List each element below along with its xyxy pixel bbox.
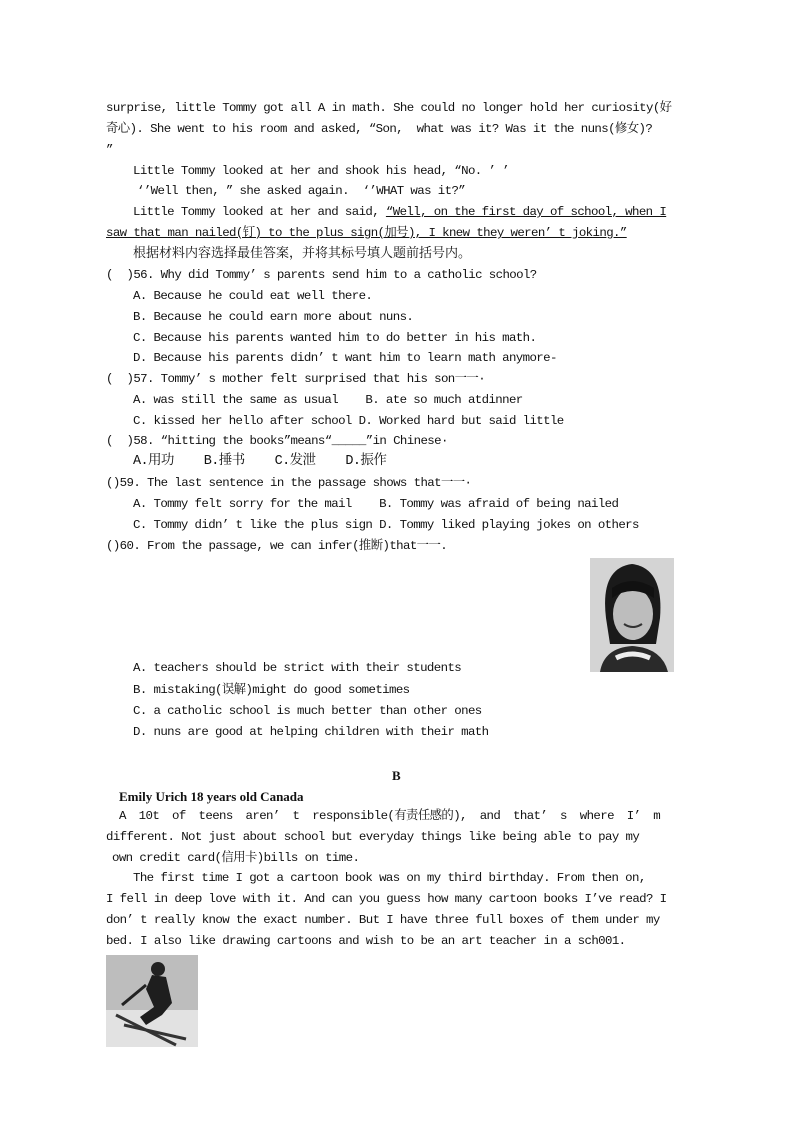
passage-line: ‘’Well then, ” she asked again. ‘’WHAT was it?” [137, 184, 466, 198]
option: C. a catholic school is much better than other ones [133, 704, 482, 718]
passage-line: 奇心). She went to his room and asked, “Son, what was it? Was it the nuns(修女)? [106, 122, 653, 136]
option: A. teachers should be strict with their students [133, 661, 462, 675]
passage-line: surprise, little Tommy got all A in math. She could no longer hold her curiosity(好 [106, 101, 672, 115]
underlined-sentence: saw that man nailed(钉) to the plus sign(加号), I knew they weren’ t joking.” [106, 226, 627, 240]
option: D. Because his parents didn’ t want him to learn math anymore- [133, 351, 557, 365]
question-57: ( )57. Tommy’ s mother felt surprised that his son一一· [106, 372, 486, 386]
instruction: 根据材料内容选择最佳答案，并将其标号填人题前括号内。 [133, 246, 472, 261]
option: A.用功 B.捶书 C.发泄 D.振作 [133, 454, 387, 469]
option: A. Because he could eat well there. [133, 289, 373, 303]
woman-photo [590, 558, 674, 672]
question-56: ( )56. Why did Tommy’ s parents send him to a catholic school? [106, 268, 537, 282]
option: B. Because he could earn more about nuns. [133, 310, 414, 324]
passage-line: bed. I also like drawing cartoons and wish to be an art teacher in a sch001. [106, 934, 626, 948]
passage-line: own credit card(信用卡)bills on time. [112, 851, 360, 865]
passage-line: Little Tommy looked at her and shook his head, “No. ’ ’ [133, 164, 509, 178]
question-59: ()59. The last sentence in the passage shows that一一· [106, 476, 472, 490]
passage-line-with-quote [133, 204, 666, 220]
passage-line: A 10t of teens aren’ t responsible(有责任感的), and that’ s where I’ m [119, 809, 661, 823]
passage-line: Little Tommy looked at her and said, [133, 205, 386, 219]
passage-line: different. Not just about school but everyday things like being able to pay my [106, 830, 640, 844]
option: D. nuns are good at helping children with their math [133, 725, 489, 739]
passage-line: don’ t really know the exact number. But I have three full boxes of them under my [106, 913, 660, 927]
passage-line: I fell in deep love with it. And can you guess how many cartoon books I’ve read? I [106, 892, 667, 906]
passage-heading: Emily Urich 18 years old Canada [119, 789, 304, 804]
section-label: B [392, 768, 401, 783]
option: C. Tommy didn’ t like the plus sign D. Tommy liked playing jokes on others [133, 518, 639, 532]
question-60: ()60. From the passage, we can infer(推断)that一一. [106, 539, 448, 553]
option: C. kissed her hello after school D. Worked hard but said little [133, 414, 564, 428]
passage-line: The first time I got a cartoon book was on my third birthday. From then on, [133, 871, 646, 885]
option: B. mistaking(误解)might do good sometimes [133, 683, 410, 697]
option: A. was still the same as usual B. ate so much atdinner [133, 393, 523, 407]
option: A. Tommy felt sorry for the mail B. Tommy was afraid of being nailed [133, 497, 619, 511]
option: C. Because his parents wanted him to do better in his math. [133, 331, 537, 345]
question-58: ( )58. “hitting the books”means“_____”in Chinese· [106, 434, 448, 448]
passage-line: ” [106, 143, 113, 157]
underlined-sentence: “Well, on the first day of school, when I [385, 205, 667, 219]
skier-photo [106, 955, 198, 1047]
